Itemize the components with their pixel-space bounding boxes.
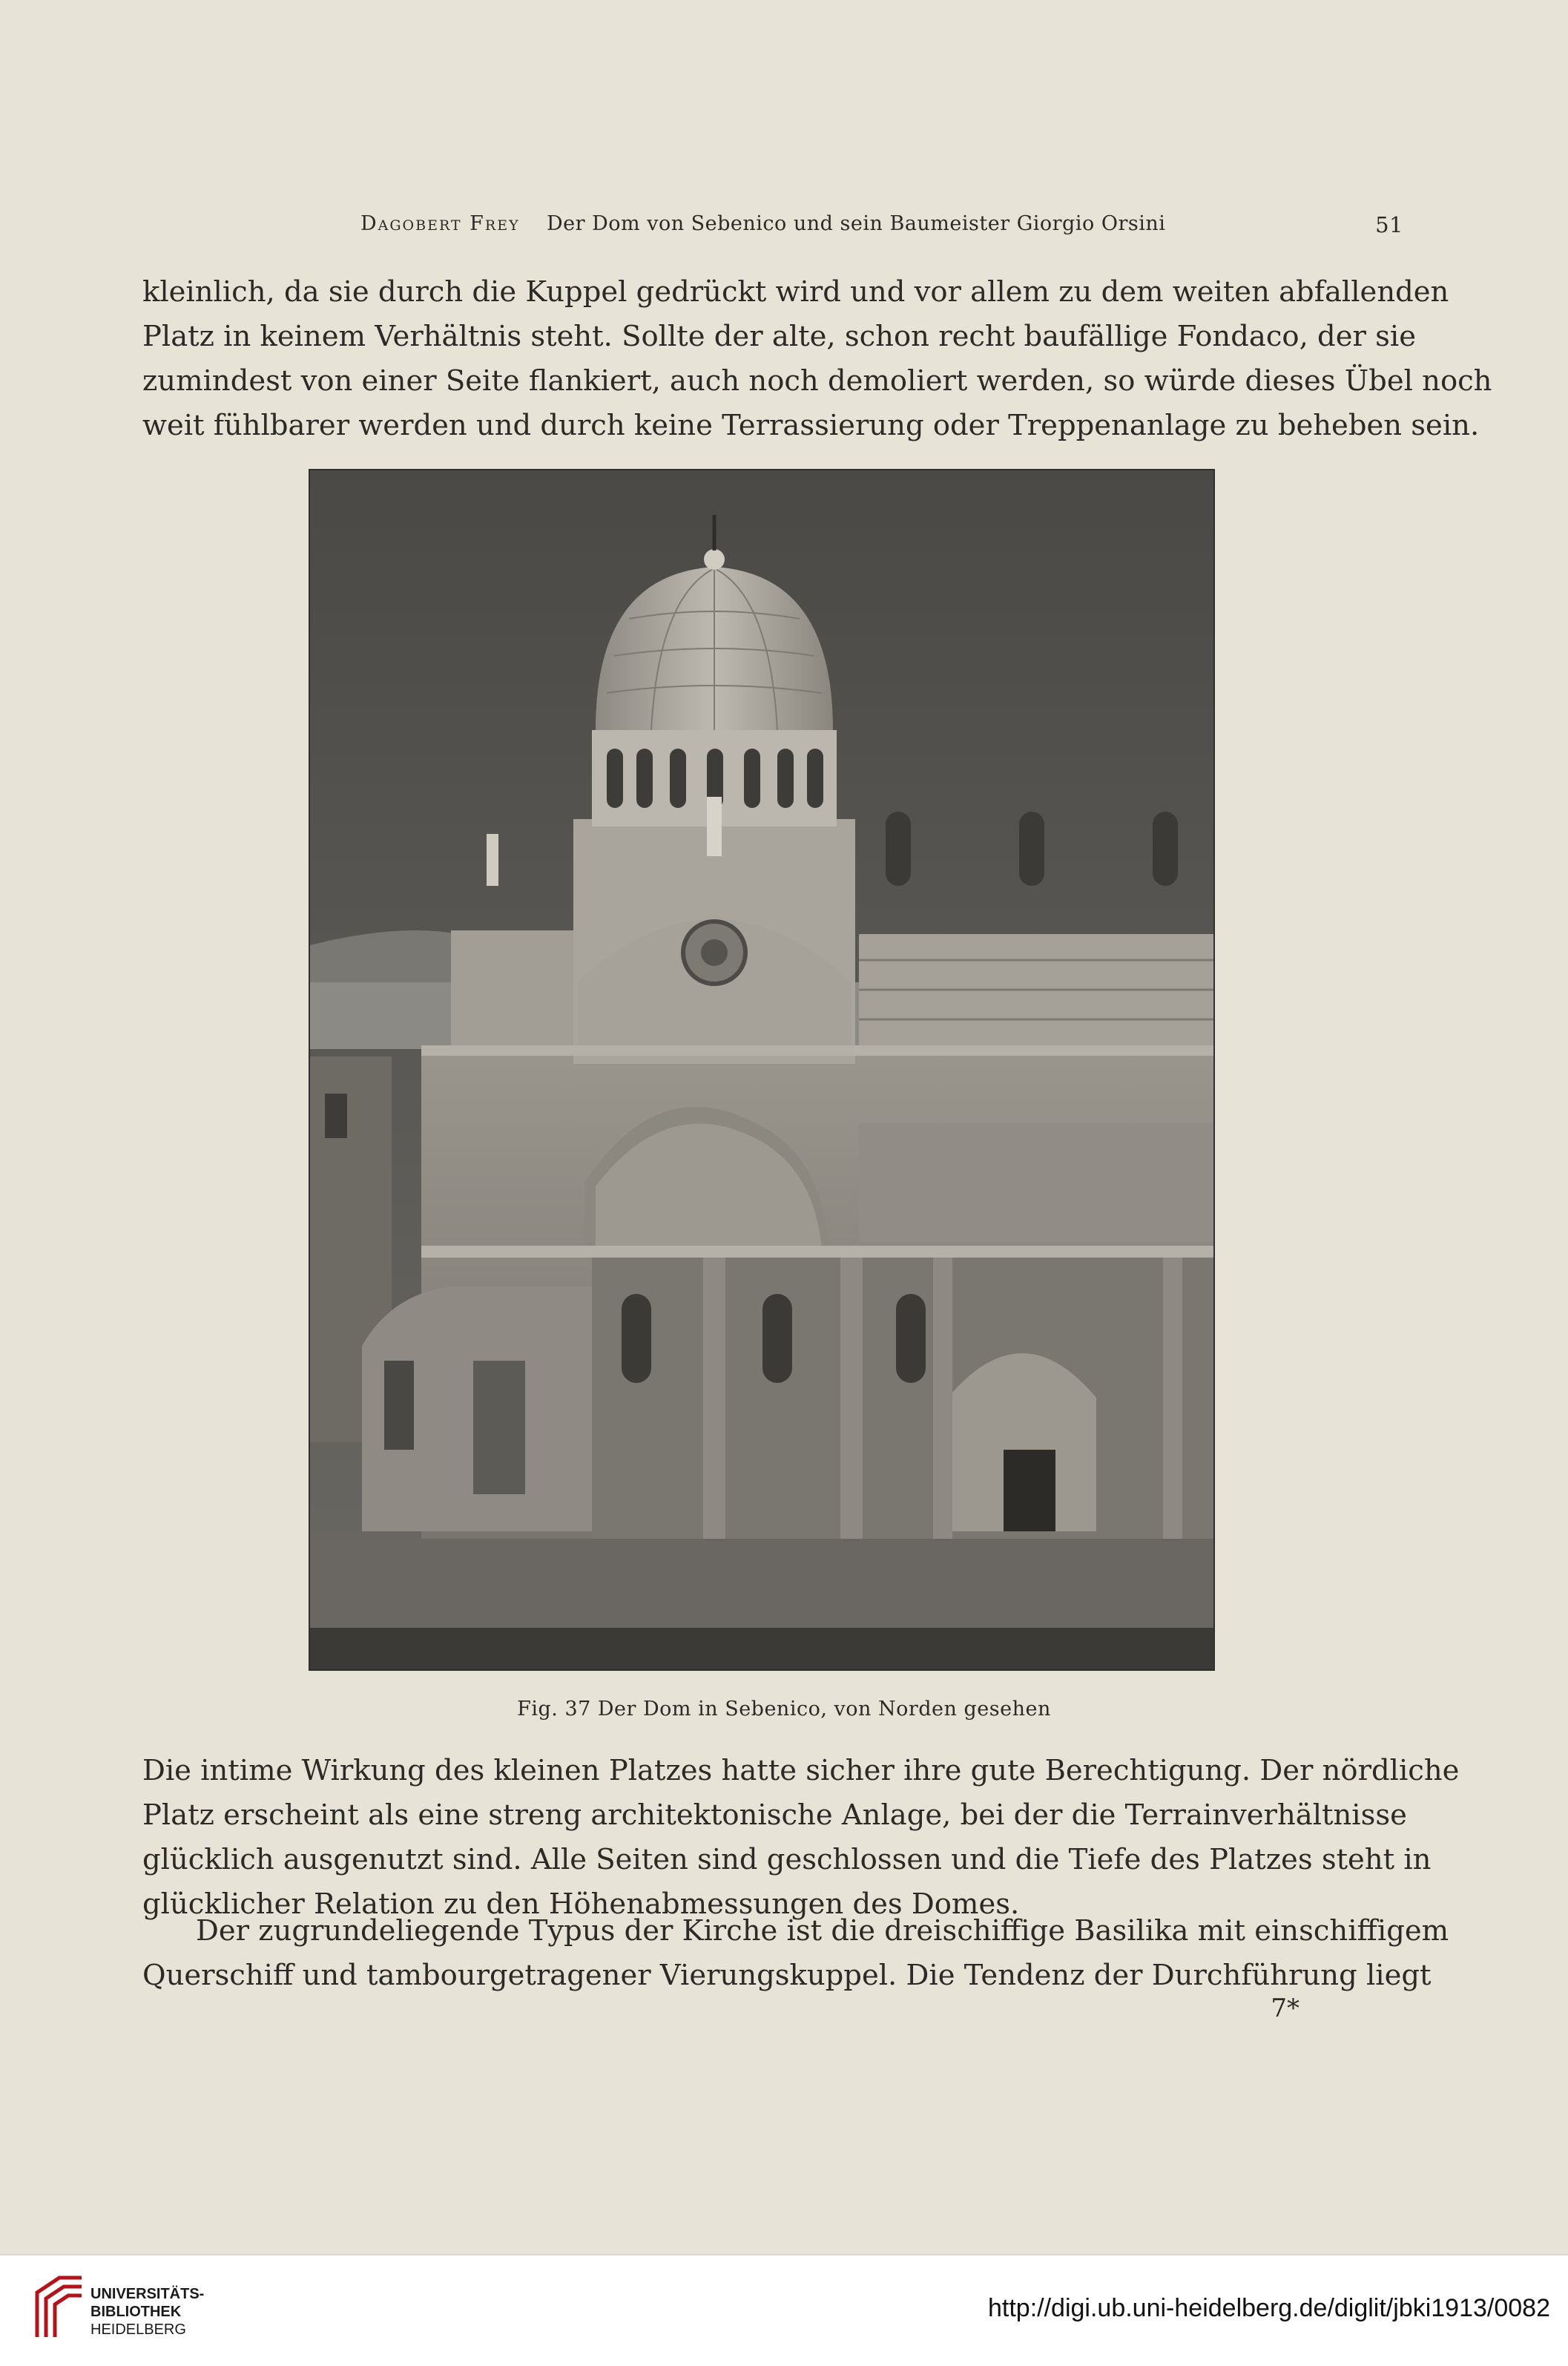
paragraph-line: Querschiff und tambourgetragener Vierungskuppel. Die Tendenz der Durchführung liegt [142,1959,1432,1992]
cathedral-photograph [309,469,1215,1671]
signature-mark: 7* [1271,1994,1299,2023]
paragraph-line: Platz erscheint als eine streng architektonische Anlage, bei der die Terrainverhältnisse [142,1798,1407,1832]
paragraph-line: Die intime Wirkung des kleinen Platzes hatte sicher ihre gute Berechtigung. Der nördliche [142,1754,1460,1787]
paragraph-3 [142,1909,1449,1998]
cathedral-illustration [310,470,1213,1669]
paragraph-line: glücklicher Relation zu den Höhenabmessungen des Domes. [142,1887,1020,1921]
paragraph-2 [142,1749,1460,1927]
library-logo-icon [30,2270,89,2344]
page-number: 51 [1375,212,1403,237]
paragraph-line: zumindest von einer Seite flankiert, auch noch demoliert werden, so würde dieses Übel noch [142,364,1492,398]
paragraph-line: Der zugrundeliegende Typus der Kirche ist die dreischiffige Basilika mit einschiffigem [196,1914,1449,1948]
paragraph-1 [142,270,1492,448]
paragraph-line: glücklich ausgenutzt sind. Alle Seiten sind geschlossen und die Tiefe des Platzes steht in [142,1843,1432,1876]
running-head-author: Dagobert Frey [360,212,520,235]
permalink-url[interactable]: http://digi.ub.uni-heidelberg.de/diglit/jbki1913/0082 [988,2294,1550,2322]
library-name-line: HEIDELBERG [90,2321,186,2338]
running-head [360,212,1403,235]
figure-caption: Fig. 37 Der Dom in Sebenico, von Norden gesehen [517,1698,1051,1721]
paragraph-line: Platz in keinem Verhältnis steht. Sollte der alte, schon recht baufällige Fondaco, der sie [142,320,1416,353]
library-name-line: BIBLIOTHEK [90,2304,182,2320]
paragraph-line: weit fühlbarer werden und durch keine Terrassierung oder Treppenanlage zu beheben sein. [142,409,1480,442]
running-head-title: Der Dom von Sebenico und sein Baumeister Giorgio Orsini [546,212,1166,235]
library-name [90,2285,204,2339]
digitization-footer [0,2254,1568,2366]
paragraph-line: kleinlich, da sie durch die Kuppel gedrückt wird und vor allem zu dem weiten abfallenden [142,275,1449,309]
library-name-line: UNIVERSITÄTS- [90,2286,205,2302]
